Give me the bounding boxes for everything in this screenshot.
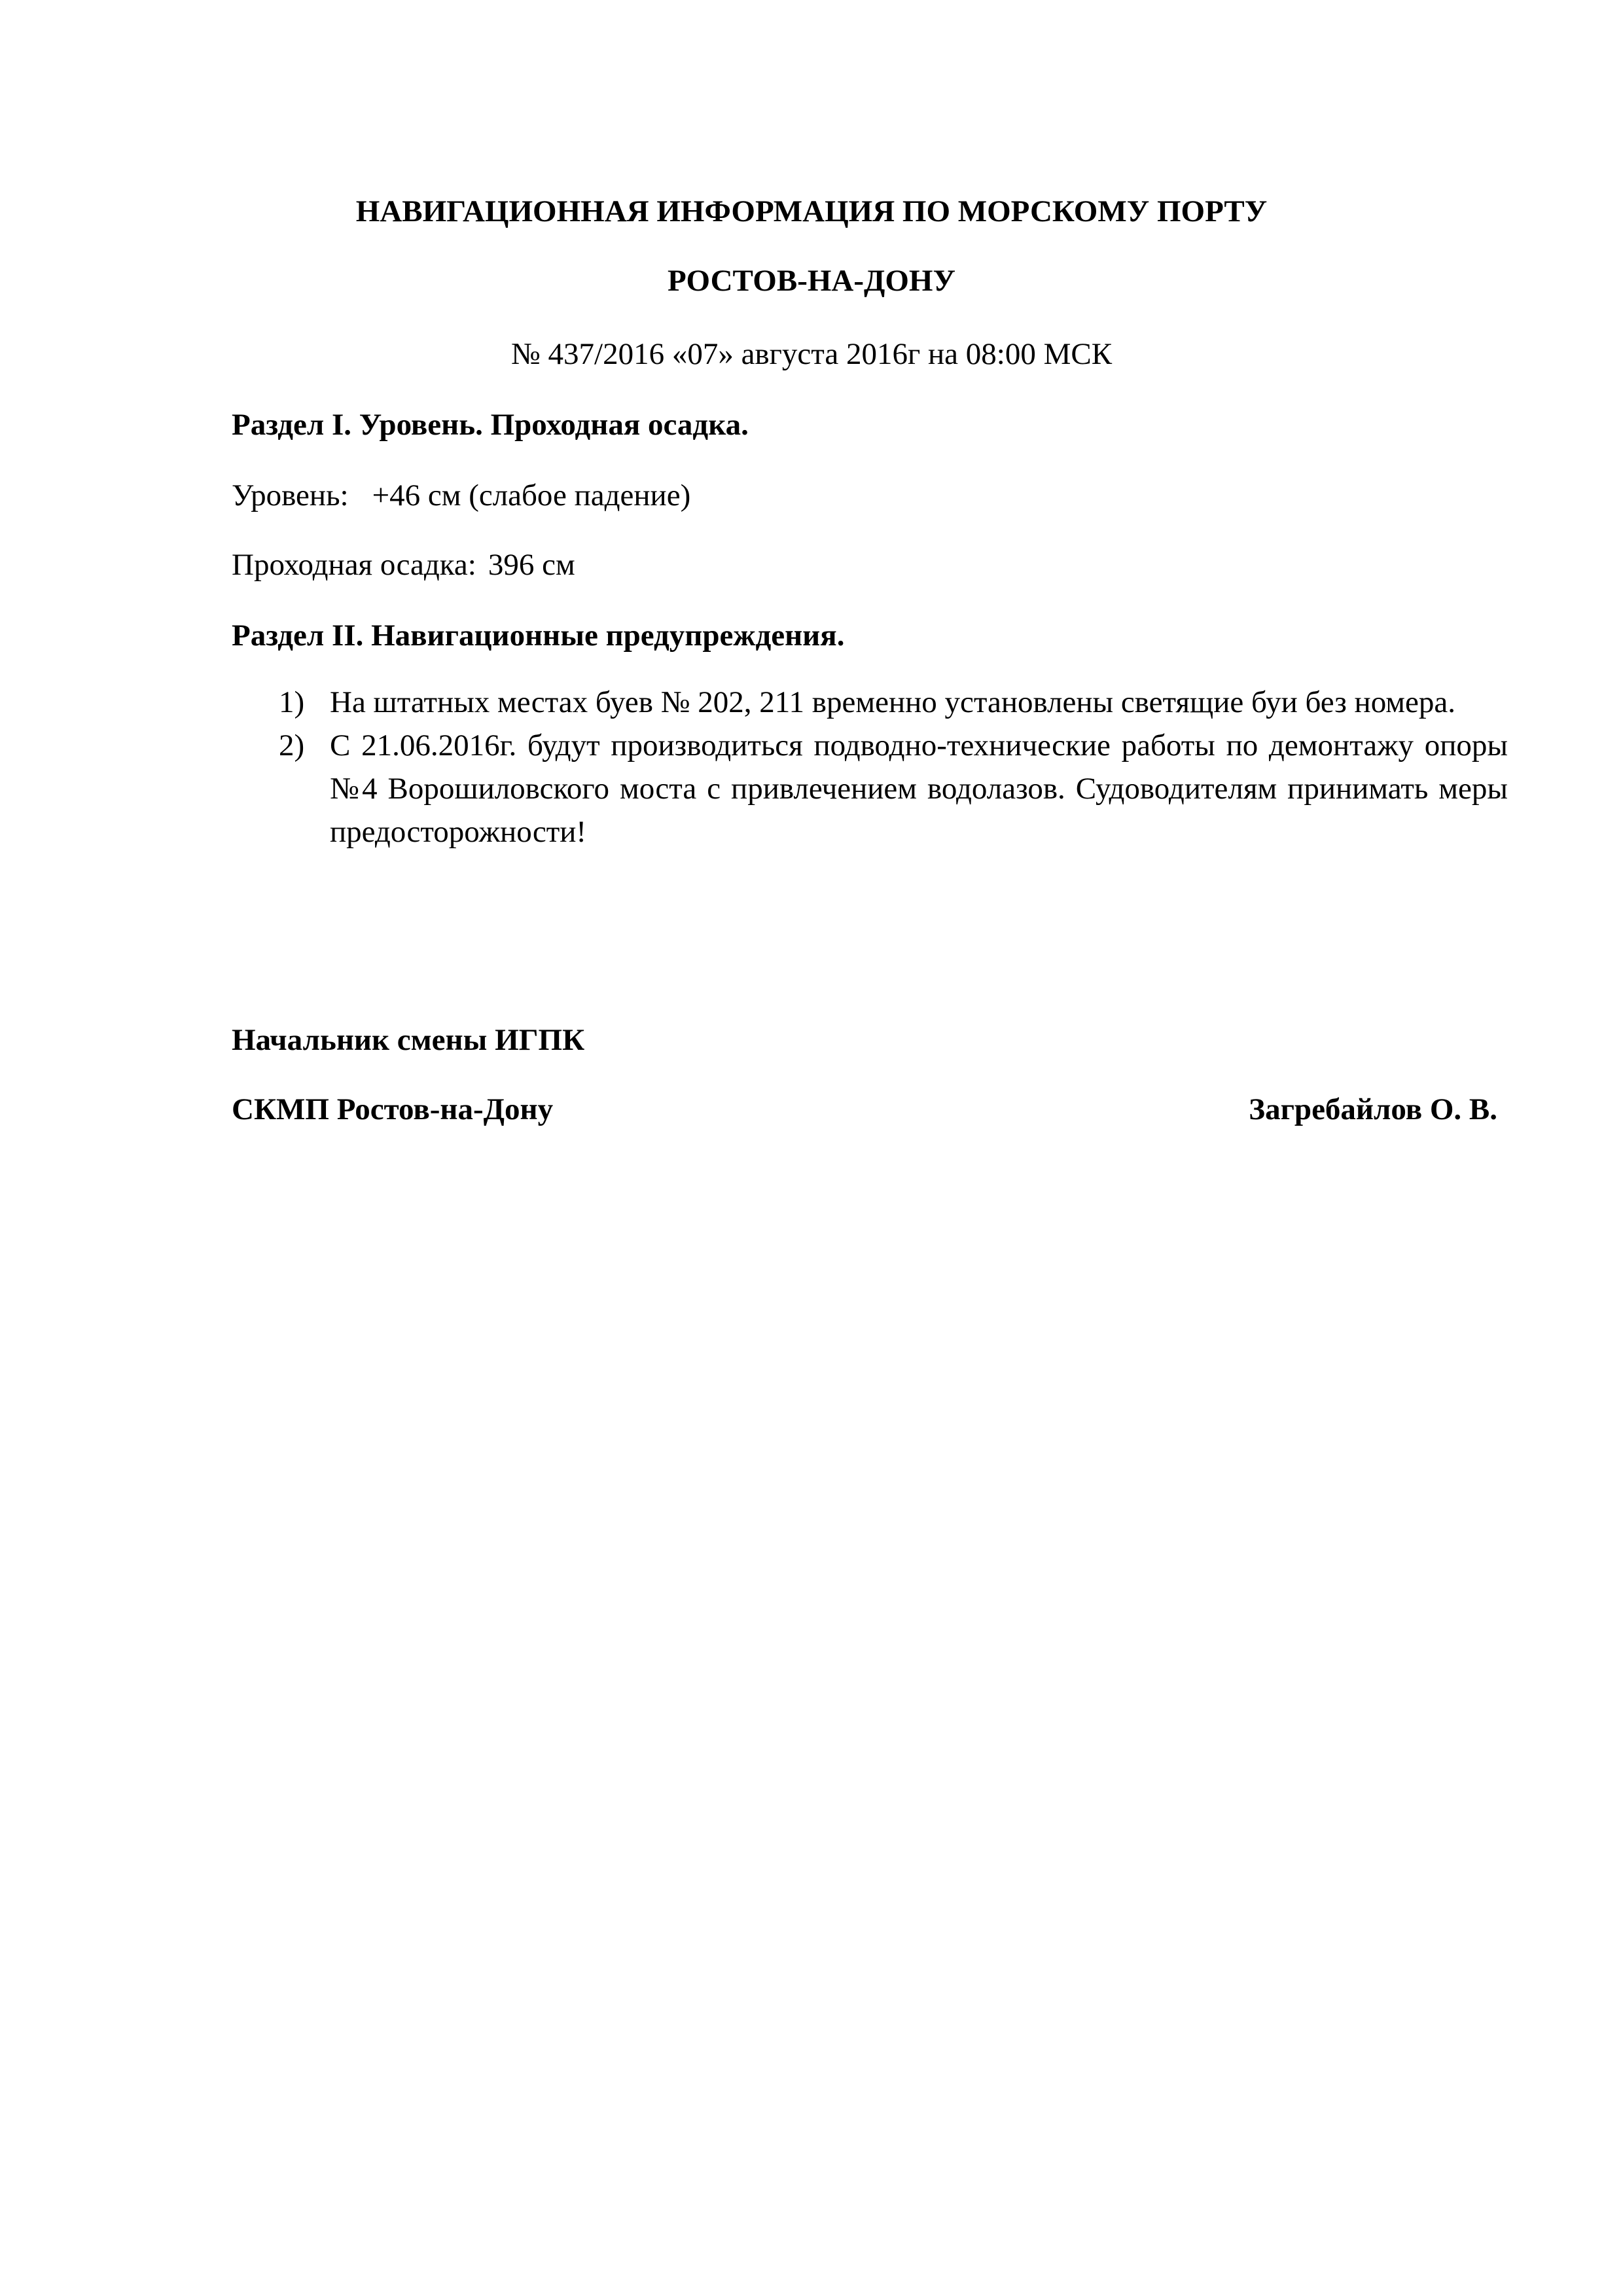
warning-item-number: 1) <box>279 685 305 719</box>
water-level-value: +46 см (слабое падение) <box>372 478 691 512</box>
warning-item-text: На штатных местах буев № 202, 211 временно установлены светящие буи без номера. <box>330 685 1456 719</box>
warning-item-number: 2) <box>279 728 305 762</box>
water-level-label: Уровень: <box>232 478 349 512</box>
signatory-position: Начальник смены ИГПК <box>232 1023 585 1057</box>
signatory-organization: СКМП Ростов-на-Дону <box>232 1092 554 1126</box>
section-2-heading: Раздел II. Навигационные предупреждения. <box>232 619 845 653</box>
warning-item <box>232 724 1508 853</box>
issue-number-date: № 437/2016 «07» августа 2016г на 08:00 МСК <box>510 337 1113 371</box>
document-title-line-2: РОСТОВ-НА-ДОНУ <box>668 264 955 298</box>
warning-item <box>232 681 1508 724</box>
water-level-row <box>232 474 690 517</box>
section-1-heading: Раздел I. Уровень. Проходная осадка. <box>232 408 749 442</box>
warnings-list <box>232 681 1508 853</box>
signatory-name: Загребайлов О. В. <box>1249 1092 1497 1126</box>
warning-item-text: С 21.06.2016г. будут производиться подводно-технические работы по демонтажу опоры №4 Ворошиловского моста с привлечением водолазов. Судоводителям принимать меры предосторожности! <box>330 728 1508 849</box>
passage-draft-label: Проходная осадка: <box>232 548 476 582</box>
passage-draft-row <box>232 543 575 586</box>
passage-draft-value: 396 см <box>488 548 575 582</box>
document-title-line-1: НАВИГАЦИОННАЯ ИНФОРМАЦИЯ ПО МОРСКОМУ ПОРТУ <box>355 194 1268 228</box>
